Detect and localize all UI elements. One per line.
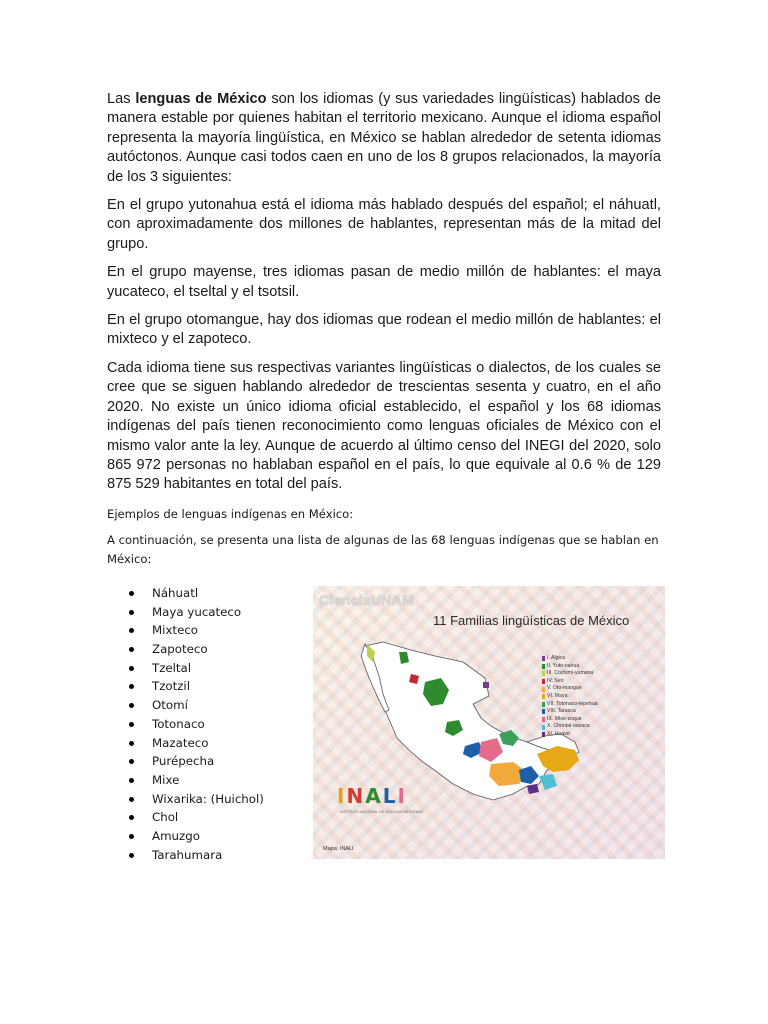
intro-rest-text: son los idiomas (y sus variedades lingüísticas) hablados de manera estable por quienes habitan el territorio mexicano. Aunque el idioma español representa la mayoría lingüística, en México se hablan alrededor de setenta idiomas autóctonos. Aunque casi todos caen en uno de los 8 grupos relacionados, la mayoría de los 3 siguientes: — [107, 91, 661, 185]
legend-entry — [542, 731, 598, 739]
legend-label: V. Oto-mangue — [547, 685, 582, 692]
legend-swatch — [542, 709, 545, 714]
legend-entry — [542, 701, 598, 709]
legend-swatch — [542, 656, 545, 661]
language-list-item: Tarahumara — [107, 846, 264, 865]
legend-label: VII. Totonaco-tepehua — [547, 700, 598, 707]
legend-label: VI. Maya — [547, 692, 568, 699]
language-list-item: Mixe — [107, 771, 264, 790]
inali-logo-letter: I — [397, 784, 407, 808]
intro-bold-term: lenguas de México — [135, 91, 267, 107]
legend-entry — [542, 693, 598, 701]
yutonahua-paragraph: En el grupo yutonahua está el idioma más hablado después del español; el náhuatl, con aproximadamente dos millones de hablantes, representan más de la mitad del grupo. — [107, 197, 661, 252]
intro-paragraph — [107, 90, 661, 187]
otomangue-paragraph: En el grupo otomangue, hay dos idiomas que rodean el medio millón de hablantes: el mixteco y el zapoteco. — [107, 312, 661, 348]
variants-paragraph: Cada idioma tiene sus respectivas variantes lingüísticas o dialectos, de los cuales se cree que se siguen hablando alrededor de trescientas sesenta y cuatro, en el año 2020. No existe un único idioma oficial establecido, el español y los 68 idiomas indígenas del país tienen reconocimiento como lenguas oficiales de México con el mismo valor ante la ley. Aunque de acuerdo al último censo del INEGI del 2020, solo 865 972 personas no hablaban español en el país, lo que equivale al 0.6 % de 129 875 529 habitantes en total del país. — [107, 359, 661, 493]
legend-swatch — [542, 702, 545, 707]
language-families-map — [313, 586, 665, 859]
language-list-item: Maya yucateco — [107, 603, 264, 622]
mayense-paragraph: En el grupo mayense, tres idiomas pasan de medio millón de hablantes: el maya yucateco, el tseltal y el tsotsil. — [107, 264, 661, 300]
legend-swatch — [542, 671, 545, 676]
ciencia-unam-brand: CienciaUNAM — [319, 592, 415, 608]
legend-label: II. Yuto-nahua — [547, 662, 580, 669]
legend-swatch — [542, 717, 545, 722]
legend-entry — [542, 670, 598, 678]
legend-label: VIII. Tarasca — [547, 708, 576, 715]
language-list-item: Chol — [107, 808, 264, 827]
legend-entry — [542, 716, 598, 724]
language-list-item: Otomí — [107, 696, 264, 715]
legend-entry — [542, 708, 598, 716]
legend-label: IV. Seri — [547, 677, 564, 684]
legend-entry — [542, 655, 598, 663]
intro-lead-text: Las — [107, 91, 136, 107]
legend-label: III. Cochimí-yumana — [547, 670, 594, 677]
language-list-item: Totonaco — [107, 715, 264, 734]
map-title: 11 Familias lingüísticas de México — [433, 613, 630, 628]
chontal-oaxaca-region — [539, 774, 557, 790]
inali-logo-letter: N — [346, 784, 366, 808]
language-list-item: Amuzgo — [107, 827, 264, 846]
legend-label: XI. Huave — [547, 730, 570, 737]
legend-swatch — [542, 725, 545, 730]
language-list-item: Náhuatl — [107, 584, 264, 603]
legend-swatch — [542, 732, 545, 737]
language-list-item: Zapoteco — [107, 640, 264, 659]
map-legend — [542, 655, 598, 739]
list-intro: A continuación, se presenta una lista de algunas de las 68 lenguas indígenas que se hablan en México: — [107, 532, 659, 566]
legend-swatch — [542, 679, 545, 684]
legend-label: X. Chontal-oaxaca — [547, 723, 590, 730]
language-list-item: Wixarika: (Huichol) — [107, 790, 264, 809]
legend-swatch — [542, 694, 545, 699]
language-list-item: Tzotzil — [107, 677, 264, 696]
legend-swatch — [542, 664, 545, 669]
inali-logo — [337, 784, 407, 808]
legend-label: IX. Mixe-zoque — [547, 715, 582, 722]
examples-heading: Ejemplos de lenguas indígenas en México: — [107, 506, 354, 521]
map-caption: Mapa: INALI — [323, 846, 354, 852]
language-list-item: Mixteco — [107, 621, 264, 640]
inali-logo-subtitle: INSTITUTO NACIONAL DE LENGUAS INDÍGENAS — [340, 810, 424, 814]
algica-region — [483, 682, 489, 688]
language-list-item: Tzeltal — [107, 659, 264, 678]
legend-label: I. Algica — [547, 655, 566, 661]
inali-logo-letter: I — [337, 784, 347, 808]
inali-logo-letter: A — [365, 784, 383, 808]
legend-entry — [542, 685, 598, 693]
inali-logo-letter: L — [382, 784, 398, 808]
languages-list — [107, 584, 264, 864]
legend-swatch — [542, 687, 545, 692]
languages-section — [107, 584, 667, 874]
document-body — [107, 90, 661, 569]
legend-entry — [542, 663, 598, 671]
language-list-item: Mazateco — [107, 734, 264, 753]
legend-entry — [542, 678, 598, 686]
legend-entry — [542, 723, 598, 731]
language-list-item: Purépecha — [107, 752, 264, 771]
